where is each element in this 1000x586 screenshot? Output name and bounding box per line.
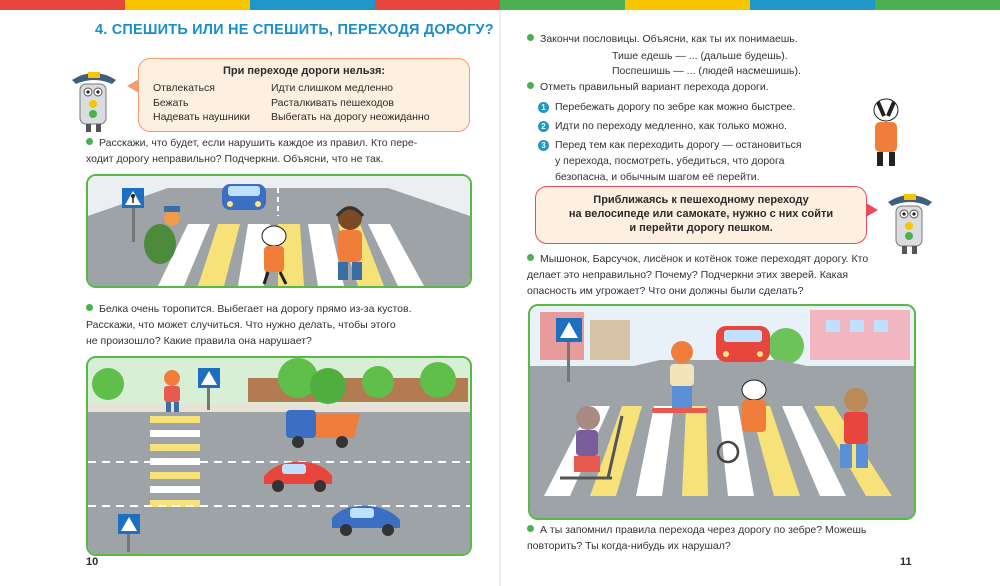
animals-crossing-scene-illustration	[528, 304, 916, 520]
task-paragraph-1	[86, 135, 468, 167]
red-car-icon	[716, 326, 770, 362]
bullet-icon	[527, 254, 534, 261]
book-spine	[499, 10, 501, 586]
badger-mascot-illustration	[866, 96, 906, 170]
task-line	[86, 301, 468, 317]
rule-item: Расталкивать пешеходов	[271, 96, 394, 109]
task-line: опасность им угрожает? Что они должны были сделать?	[527, 285, 804, 297]
task-line: повторить? Ты когда-нибудь их нарушал?	[527, 540, 731, 552]
task-paragraph-4	[527, 522, 913, 554]
answer-options	[538, 99, 868, 185]
color-strip-segment	[250, 0, 375, 10]
info-callout	[535, 186, 867, 244]
callout-tail	[866, 203, 878, 217]
task-paragraph-proverbs	[527, 31, 917, 47]
task-text: Белка очень торопится. Выбегает на дорогу прямо из-за кустов.	[99, 303, 412, 315]
proverb-line: Поспешишь — ... (людей насмешишь).	[612, 65, 801, 77]
task-line	[527, 31, 917, 47]
traffic-light-mascot-illustration	[882, 184, 938, 256]
task-line: ходит дорогу неправильно? Подчеркни. Объясни, что не так.	[86, 153, 384, 165]
option-number-badge: 1	[538, 102, 549, 113]
rule-item: Идти слишком медленно	[271, 82, 393, 94]
rules-column-2	[271, 81, 430, 125]
bullet-icon	[86, 304, 93, 311]
option-text: Перебежать дорогу по зебре как можно быстрее.	[555, 101, 796, 113]
info-line: и перейти дорогу пешком.	[629, 222, 773, 234]
option-text: у перехода, посмотреть, убедиться, что дорога	[555, 155, 785, 167]
bullet-icon	[527, 525, 534, 532]
color-strip-segment	[125, 0, 250, 10]
option-number-badge: 2	[538, 121, 549, 132]
traffic-light-mascot-illustration	[66, 62, 122, 134]
callout-tail	[127, 79, 139, 93]
crosswalk-scene-illustration	[86, 174, 472, 288]
rule-item: Надевать наушники	[153, 111, 250, 123]
color-strip-segment	[625, 0, 750, 10]
task-line	[527, 251, 913, 267]
rule-item: Отвлекаться	[153, 82, 215, 94]
rules-heading: При переходе дороги нельзя:	[222, 65, 386, 77]
answer-option-2[interactable]	[538, 118, 868, 134]
color-strip-segment	[750, 0, 875, 10]
bullet-icon	[527, 82, 534, 89]
task-text: Закончи пословицы. Объясни, как ты их понимаешь.	[540, 33, 798, 45]
page-title: 4. СПЕШИТЬ ИЛИ НЕ СПЕШИТЬ, ПЕРЕХОДЯ ДОРОГУ?	[95, 22, 494, 38]
rules-callout	[138, 58, 470, 132]
color-strip-segment	[375, 0, 500, 10]
rules-column-1	[153, 81, 250, 125]
option-text: безопасна, и обычным шагом её перейти.	[555, 171, 760, 183]
task-line	[527, 79, 917, 95]
blue-car-icon	[222, 184, 266, 210]
answer-option-1[interactable]	[538, 99, 868, 115]
color-strip-segment	[500, 0, 625, 10]
task-line	[86, 135, 468, 151]
task-text: Отметь правильный вариант перехода дороги.	[540, 81, 769, 93]
page-number: 11	[900, 556, 912, 568]
task-line: Расскажи, что может случиться. Что нужно делать, чтобы этого	[86, 319, 396, 331]
option-text: Идти по переходу медленно, как только можно.	[555, 120, 787, 132]
task-line: не произошло? Какие правила она нарушает?	[86, 335, 312, 347]
info-line: на велосипеде или самокате, нужно с них сойти	[568, 208, 834, 220]
info-line: Приближаясь к пешеходному переходу	[593, 194, 809, 206]
task-text: Мышонок, Барсучок, лисёнок и котёнок тоже переходят дорогу. Кто	[540, 253, 869, 265]
color-strip-segment	[875, 0, 1000, 10]
task-paragraph-3	[527, 251, 913, 299]
bullet-icon	[86, 138, 93, 145]
page-number: 10	[86, 556, 99, 568]
option-text: Перед тем как переходить дорогу — остановиться	[555, 139, 802, 151]
answer-option-3[interactable]	[538, 137, 868, 153]
task-text: А ты запомнил правила перехода через дорогу по зебре? Можешь	[540, 524, 867, 536]
rule-item: Бежать	[153, 96, 189, 109]
road-scene-illustration	[86, 356, 472, 556]
task-paragraph-options	[527, 79, 917, 95]
option-number-badge: 3	[538, 140, 549, 151]
color-strip-segment	[0, 0, 125, 10]
color-strip	[0, 0, 1000, 10]
task-text: Расскажи, что будет, если нарушить каждое из правил. Кто пере-	[99, 137, 418, 149]
bullet-icon	[527, 34, 534, 41]
task-paragraph-2	[86, 301, 468, 349]
task-line: делает это неправильно? Почему? Подчеркни этих зверей. Какая	[527, 269, 848, 281]
proverb-line: Тише едешь — ... (дальше будешь).	[612, 50, 788, 62]
task-line	[527, 522, 913, 538]
rule-item: Выбегать на дорогу неожиданно	[271, 111, 430, 123]
